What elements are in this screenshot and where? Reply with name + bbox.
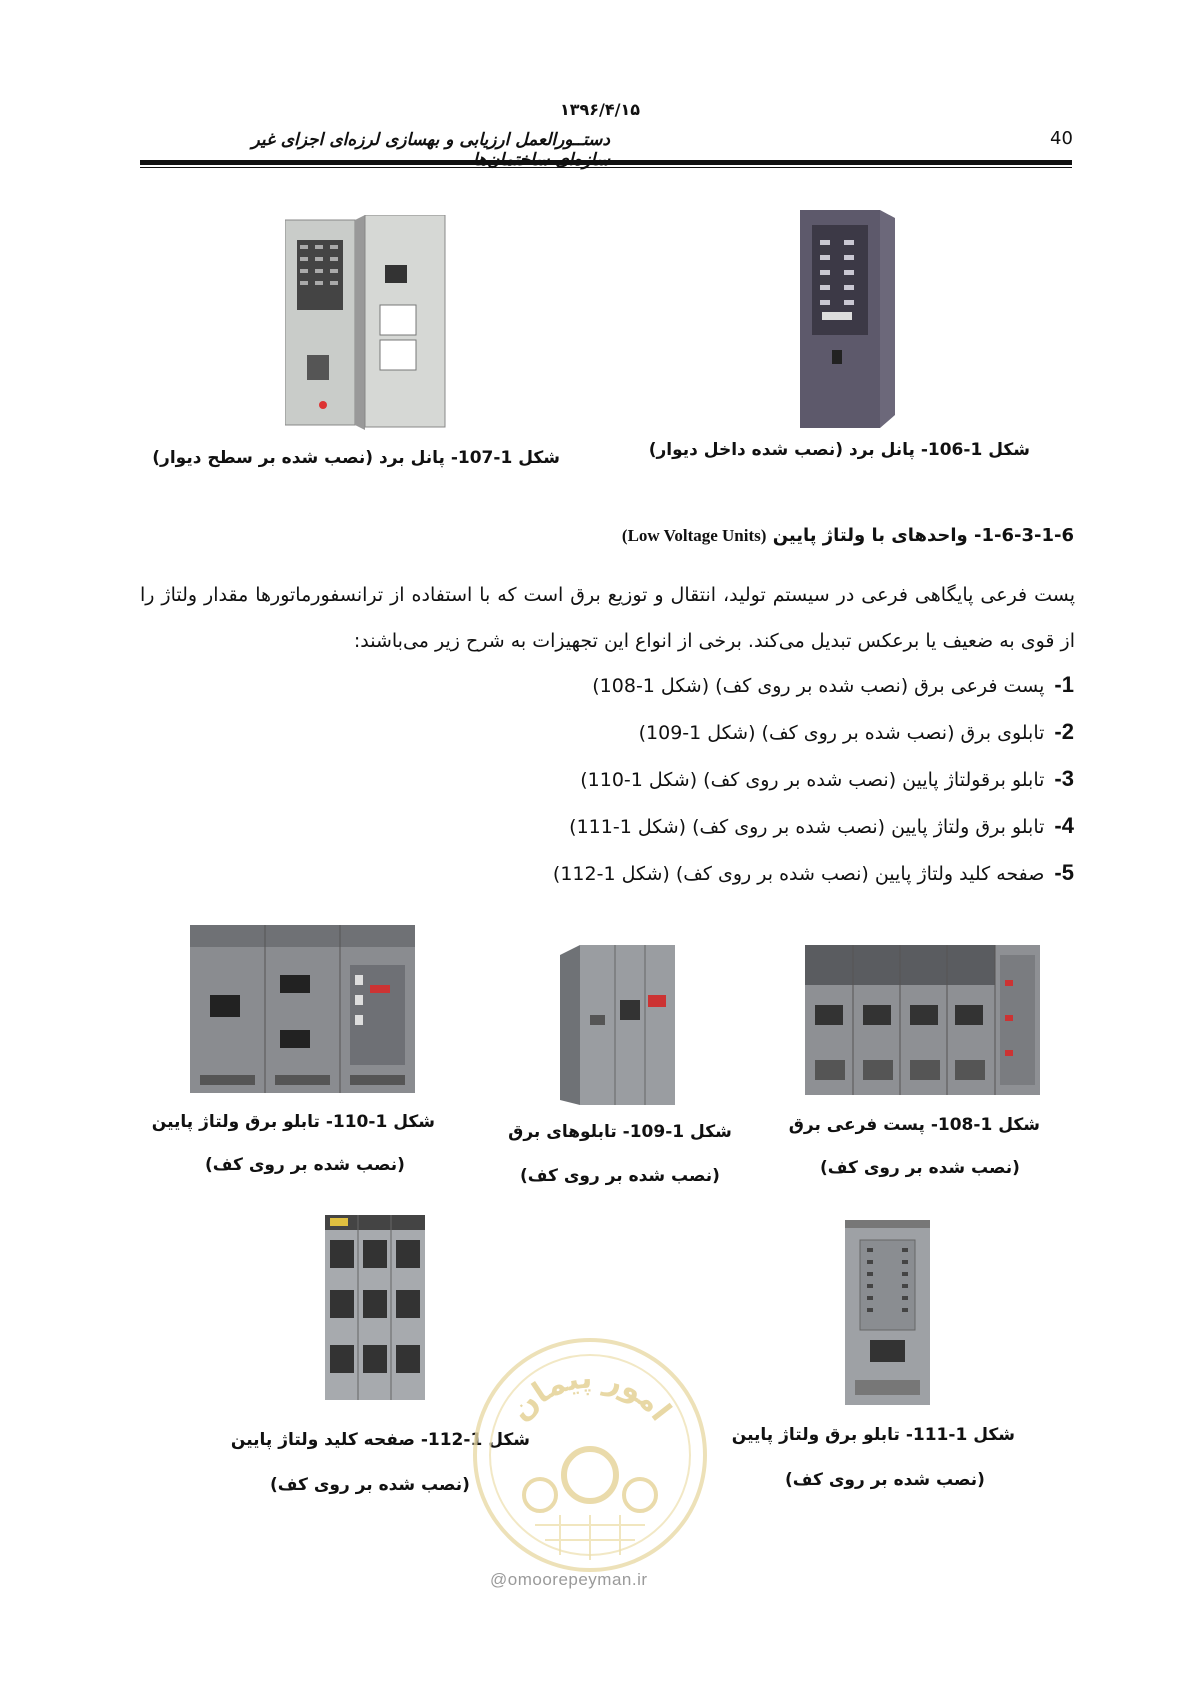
header-title: دستــورالعمل ارزیابی و بهسازی لرزه‌ای اجزای غیر [251, 130, 610, 150]
list-item-text: تابلو برق ولتاژ پایین (نصب شده بر روی کف) (شکل 1-111) [569, 816, 1045, 838]
list-item-number: 1- [1054, 672, 1074, 697]
figure-112-caption-line1: شکل 1-112- صفحه کلید ولتاژ پایین [230, 1430, 530, 1450]
figure-106-image [800, 210, 920, 430]
watermark-site: @omoorepeyman.ir [490, 1570, 648, 1589]
figure-110-image [190, 925, 415, 1093]
header-rule-thin [140, 167, 1072, 168]
section-heading-english: (Low Voltage Units) [621, 526, 767, 545]
figure-109-caption-line2: (نصب شده بر روی کف) [520, 1166, 720, 1186]
list-item [374, 709, 1074, 756]
list-item-number: 4- [1054, 813, 1074, 838]
list-item-text: تابلو برقولتاژ پایین (نصب شده بر روی کف) (شکل 1-110) [580, 769, 1045, 791]
figure-110-caption-line2: (نصب شده بر روی کف) [205, 1155, 405, 1175]
figure-109-caption-line1: شکل 1-109- تابلوهای برق [508, 1122, 732, 1142]
figure-112-caption-line2: (نصب شده بر روی کف) [270, 1475, 470, 1495]
watermark-seal [465, 1330, 715, 1580]
list-item-number: 3- [1054, 766, 1074, 791]
list-item-text: پست فرعی برق (نصب شده بر روی کف) (شکل 1-108) [592, 675, 1045, 697]
list-item [374, 662, 1074, 709]
list-item-text: صفحه کلید ولتاژ پایین (نصب شده بر روی کف) (شکل 1-112) [552, 863, 1045, 885]
header-date: ۱۳۹۶/۴/۱۵ [559, 100, 641, 119]
figure-109-image [560, 945, 680, 1105]
figure-107-caption: شکل 1-107- پانل برد (نصب شده بر سطح دیوار) [152, 448, 560, 468]
figure-111-image [845, 1220, 930, 1405]
watermark-seal-text: امور پیمان [503, 1360, 678, 1428]
figure-111-caption-line1: شکل 1-111- تابلو برق ولتاژ پایین [731, 1425, 1015, 1445]
header-rule-thick [140, 160, 1072, 165]
figure-108-caption-line2: (نصب شده بر روی کف) [820, 1158, 1020, 1178]
page-number: 40 [1050, 128, 1073, 149]
list-item-number: 2- [1054, 719, 1074, 744]
list-item-number: 5- [1054, 860, 1074, 885]
list-item-text: تابلوی برق (نصب شده بر روی کف) (شکل 1-109) [638, 722, 1045, 744]
figure-112-image [325, 1215, 425, 1400]
figure-110-caption-line1: شکل 1-110- تابلو برق ولتاژ پایین [151, 1112, 435, 1132]
list-item [374, 756, 1074, 803]
list-item [374, 803, 1074, 850]
figure-108-caption-line1: شکل 1-108- پست فرعی برق [788, 1115, 1040, 1135]
list-item [374, 850, 1074, 897]
section-heading [374, 525, 1074, 546]
equipment-list [374, 662, 1074, 897]
section-paragraph: پست فرعی پایگاهی فرعی در سیستم تولید، انتقال و توزیع برق است که با استفاده از ترانسفورماتورها مقدار ولتاژ را از قوی به ضعیف یا برعکس تبدیل می‌کند. برخی از انواع این تجهیزات به شرح زیر می‌باشند: [140, 584, 1075, 652]
figure-108-image [805, 945, 1040, 1095]
figure-107-image [285, 215, 450, 430]
figure-106-caption: شکل 1-106- پانل برد (نصب شده داخل دیوار) [648, 440, 1030, 460]
section-heading-text: 1-6-3-1-6- واحدهای با ولتاژ پایین [772, 525, 1074, 546]
figure-111-caption-line2: (نصب شده بر روی کف) [785, 1470, 985, 1490]
svg-text:امور پیمان [503, 1361, 677, 1428]
